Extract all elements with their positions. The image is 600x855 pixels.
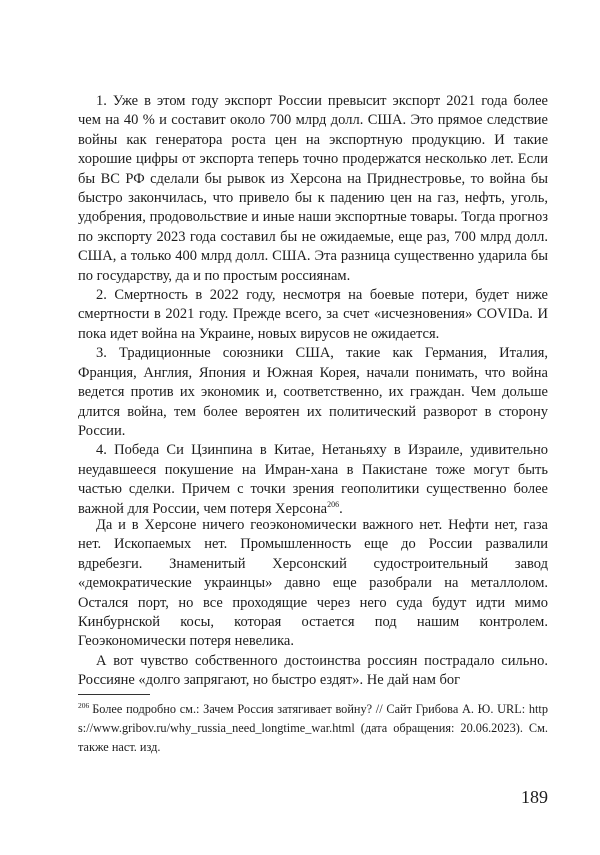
main-text-top	[78, 92, 548, 519]
footnote-divider	[78, 694, 150, 695]
paragraph-dignity: А вот чувство собственного достоинства россиян пострадало сильно. Россияне «долго запрягают, но быстро ездят». Не дай нам бог	[78, 652, 548, 689]
page-number: 189	[521, 787, 548, 807]
footnote-url-link[interactable]: https://www.gribov.ru/why_russia_need_longtime_war.html	[78, 702, 548, 735]
paragraph-item-1: 1. Уже в этом году экспорт России превысит экспорт 2021 года более чем на 40 % и составит около 700 млрд долл. США. Это прямое следствие войны как генератора роста цен на экспортную продукцию. И такие хорошие цифры от экспорта теперь точно продержатся несколько лет. Если бы ВС РФ сделали бы рывок из Херсона на Приднестровье, то война бы быстро закончилась, что привело бы к падению цен на газ, нефть, уголь, удобрения, продовольствие и иные наши экспортные товары. Тогда прогноз по экспорту 2023 года составил бы не ожидаемые, еще раз, 700 млрд долл. США, а только 400 млрд долл. США. Эта разница существенно ударила бы по государству, да и по простым россиянам.	[78, 93, 548, 284]
paragraph-item-2: 2. Смертность в 2022 году, несмотря на боевые потери, будет ниже смертности в 2021 году. Прежде всего, за счет «исчезновения» COVIDа. И пока идет война на Украине, новых вирусов не ожидается.	[78, 287, 548, 342]
footnote-number: 206	[78, 700, 90, 710]
paragraph-item-4-end: .	[339, 500, 343, 517]
paragraph-item-3: 3. Традиционные союзники США, такие как Германия, Италия, Франция, Англия, Япония и Южная Корея, начали понимать, что война ведется против их экономик и, соответственно, их граждан. Чем дольше длится война, тем более вероятен их политический разворот в сторону России.	[78, 345, 548, 439]
footnote-text-after-url: (дата обращения: 20.06.2023). См. также наст. изд.	[78, 720, 548, 754]
paragraph-item-4-text: 4. Победа Си Цзинпина в Китае, Нетаньяху в Израиле, удивительно неудавшееся покушение на Имран-хана в Пакистане тоже могут быть частью сделки. Причем с точки зрения геополитики существенно более важной для России, чем потеря Херсона	[78, 442, 548, 517]
paragraph-kherson: Да и в Херсоне ничего геоэкономически важного нет. Нефти нет, газа нет. Ископаемых нет. Промышленность еще до России развалили вдребезги. Знаменитый Херсонский судостроительный завод «демократические украинцы» давно еще разобрали на металлолом. Остался порт, но все проходящие через него суда будут идти мимо Кинбурнской косы, которая остается под нашим контролем. Геоэкономически потеря невелика.	[78, 517, 548, 650]
footnote-text-before-url: Более подробно см.: Зачем Россия затягивает войну? // Сайт Грибова А. Ю. URL:	[92, 702, 529, 716]
main-text-bottom	[78, 516, 548, 691]
footnote-reference[interactable]: 206	[327, 499, 340, 509]
footnote	[78, 700, 548, 756]
footnote-text	[78, 700, 548, 756]
paragraph-item-4	[78, 441, 548, 519]
